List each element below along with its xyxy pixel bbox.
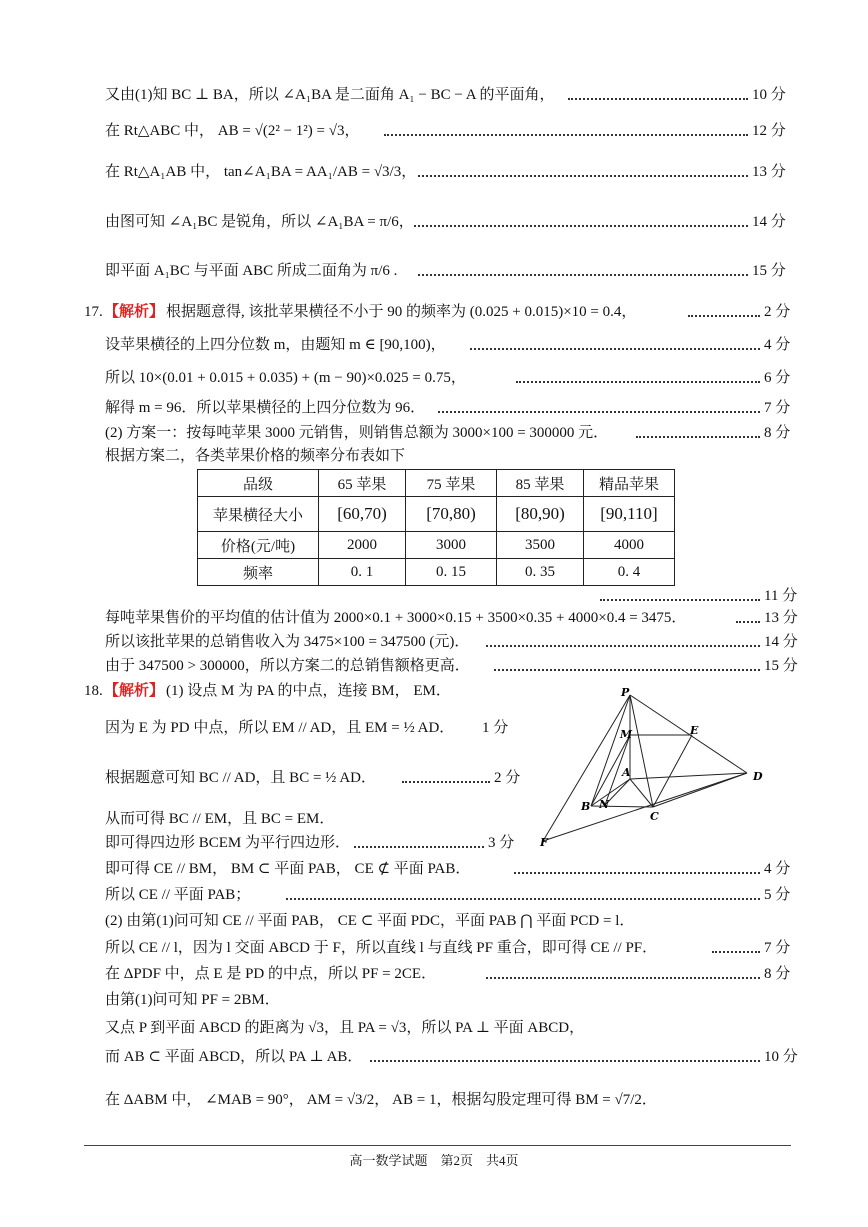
dot-leader: [736, 621, 760, 623]
text-line: 所以 CE // 平面 PAB；: [105, 887, 251, 903]
table-cell: 65 苹果: [319, 470, 406, 497]
text-line: 在 ΔPDF 中，点 E 是 PD 的中点，所以 PF = 2CE．: [105, 966, 437, 982]
dot-leader: [384, 134, 748, 136]
dot-leader: [286, 898, 760, 900]
dot-leader: [354, 846, 484, 848]
dot-leader: [600, 599, 760, 601]
dot-leader: [370, 1060, 760, 1062]
question-number: 17.: [84, 304, 103, 320]
figure-label: N: [599, 798, 610, 811]
figure-label: M: [620, 728, 633, 741]
table-cell: 频率: [198, 559, 319, 586]
score: 13 分: [764, 610, 798, 626]
text-line: 而 AB ⊂ 平面 ABCD，所以 PA ⊥ AB．: [105, 1049, 363, 1065]
table-cell: 4000: [584, 532, 675, 559]
score: 14 分: [764, 634, 798, 650]
dot-leader: [418, 274, 748, 276]
table-cell: 3500: [497, 532, 584, 559]
table-cell: 精品苹果: [584, 470, 675, 497]
table-cell: 0. 4: [584, 559, 675, 586]
table-cell: 0. 35: [497, 559, 584, 586]
analysis-tag: 【解析】: [104, 683, 165, 699]
figure-label: B: [581, 800, 591, 813]
table-cell: 2000: [319, 532, 406, 559]
table-cell: [80,90): [497, 497, 584, 532]
figure-label: A: [622, 766, 631, 779]
dot-leader: [470, 348, 760, 350]
text-line: 每吨苹果售价的平均值的估计值为 2000×0.1 + 3000×0.15 + 3500×0.35 + 4000×0.4 = 3475．: [105, 610, 687, 626]
table-cell: 85 苹果: [497, 470, 584, 497]
score: 3 分: [488, 835, 515, 851]
text-line: 即可得四边形 BCEM 为平行四边形．: [105, 835, 351, 851]
footer-divider: [84, 1145, 791, 1146]
text-line: 即平面 A₁BC 与平面 ABC 所成二面角为 π/6 .: [105, 263, 398, 279]
price-frequency-table: [197, 469, 675, 586]
dot-leader: [402, 781, 490, 783]
table-cell: [70,80): [406, 497, 497, 532]
page-footer: 高一数学试题 第2页 共4页: [349, 1153, 519, 1168]
dot-leader: [494, 669, 760, 671]
text-line: 根据方案二，各类苹果价格的频率分布表如下: [105, 448, 406, 464]
score: 7 分: [764, 400, 791, 416]
score: 8 分: [764, 425, 791, 441]
pyramid-figure: [535, 683, 775, 853]
table-cell: 价格(元/吨): [198, 532, 319, 559]
table-cell: 0. 1: [319, 559, 406, 586]
dot-leader: [688, 315, 760, 317]
text-line: 在 Rt△A₁AB 中， tan∠A₁BA = AA₁/AB = √3/3，: [105, 164, 417, 180]
score: 8 分: [764, 966, 791, 982]
score: 4 分: [764, 337, 791, 353]
table-cell: 3000: [406, 532, 497, 559]
text-line: 由第(1)问可知 PF = 2BM．: [105, 992, 280, 1008]
dot-leader: [514, 872, 760, 874]
text-line: 在 Rt△ABC 中， AB = √(2² − 1²) = √3，: [105, 123, 360, 139]
figure-label: E: [690, 724, 699, 737]
text-line: 根据题意得, 该批苹果横径不小于 90 的频率为 (0.025 + 0.015)×10 = 0.4，: [166, 304, 637, 320]
figure-label: F: [540, 836, 548, 849]
text-line: (2) 由第(1)问可知 CE // 平面 PAB， CE ⊂ 平面 PDC，平面 PAB ⋂ 平面 PCD = l．: [105, 913, 635, 929]
text-line: 在 ΔABM 中， ∠MAB = 90°， AM = √3/2， AB = 1，根据勾股定理可得 BM = √7/2．: [105, 1092, 657, 1108]
score: 2 分: [494, 770, 521, 786]
text-line: 因为 E 为 PD 中点，所以 EM // AD，且 EM = ½ AD．: [105, 720, 455, 736]
text-line: 由图可知 ∠A₁BC 是锐角，所以 ∠A₁BA = π/6，: [105, 214, 414, 230]
score: 15 分: [764, 658, 798, 674]
score: 6 分: [764, 370, 791, 386]
score: 10 分: [764, 1049, 798, 1065]
score: 7 分: [764, 940, 791, 956]
dot-leader: [568, 98, 748, 100]
figure-label: D: [753, 770, 763, 783]
table-cell: 品级: [198, 470, 319, 497]
text-line: 所以该批苹果的总销售收入为 3475×100 = 347500 (元)．: [105, 634, 470, 650]
score: 5 分: [764, 887, 791, 903]
table-cell: [90,110]: [584, 497, 675, 532]
figure-label: C: [650, 810, 659, 823]
score: 10 分: [752, 87, 786, 103]
score: 1 分: [482, 720, 509, 736]
score: 13 分: [752, 164, 786, 180]
text-line: (1) 设点 M 为 PA 的中点，连接 BM， EM．: [166, 683, 451, 699]
dot-leader: [486, 645, 760, 647]
text-line: 解得 m = 96．所以苹果横径的上四分位数为 96．: [105, 400, 426, 416]
text-line: 即可得 CE // BM， BM ⊂ 平面 PAB， CE ⊄ 平面 PAB．: [105, 861, 471, 877]
text-line: 由于 347500 > 300000，所以方案二的总销售额格更高．: [105, 658, 470, 674]
dot-leader: [486, 977, 760, 979]
text-line: 又点 P 到平面 ABCD 的距离为 √3，且 PA = √3，所以 PA ⊥ 平面 ABCD，: [105, 1020, 585, 1036]
dot-leader: [418, 175, 748, 177]
text-line: 根据题意可知 BC // AD，且 BC = ½ AD．: [105, 770, 376, 786]
table-cell: 0. 15: [406, 559, 497, 586]
figure-label: P: [621, 686, 630, 699]
dot-leader: [636, 436, 760, 438]
text-line: 设苹果横径的上四分位数 m，由题知 m ∈ [90,100)，: [105, 337, 446, 353]
dot-leader: [414, 225, 748, 227]
dot-leader: [438, 411, 760, 413]
score: 2 分: [764, 304, 791, 320]
text-line: 从而可得 BC // EM，且 BC = EM．: [105, 811, 335, 827]
text-line: (2) 方案一：按每吨苹果 3000 元销售，则销售总额为 3000×100 = 300000 元．: [105, 425, 609, 441]
table-cell: 75 苹果: [406, 470, 497, 497]
question-number: 18.: [84, 683, 103, 699]
analysis-tag: 【解析】: [104, 304, 165, 320]
score: 11 分: [764, 588, 798, 604]
table-cell: [60,70): [319, 497, 406, 532]
dot-leader: [712, 951, 760, 953]
text-line: 又由(1)知 BC ⊥ BA，所以 ∠A₁BA 是二面角 A₁ − BC − A 的平面角，: [105, 87, 555, 103]
score: 15 分: [752, 263, 786, 279]
text-line: 所以 10×(0.01 + 0.015 + 0.035) + (m − 90)×0.025 = 0.75，: [105, 370, 466, 386]
score: 12 分: [752, 123, 786, 139]
score: 4 分: [764, 861, 791, 877]
dot-leader: [516, 381, 760, 383]
table-cell: 苹果横径大小: [198, 497, 319, 532]
text-line: 所以 CE // l，因为 l 交面 ABCD 于 F，所以直线 l 与直线 PF 重合，即可得 CE // PF．: [105, 940, 658, 956]
score: 14 分: [752, 214, 786, 230]
